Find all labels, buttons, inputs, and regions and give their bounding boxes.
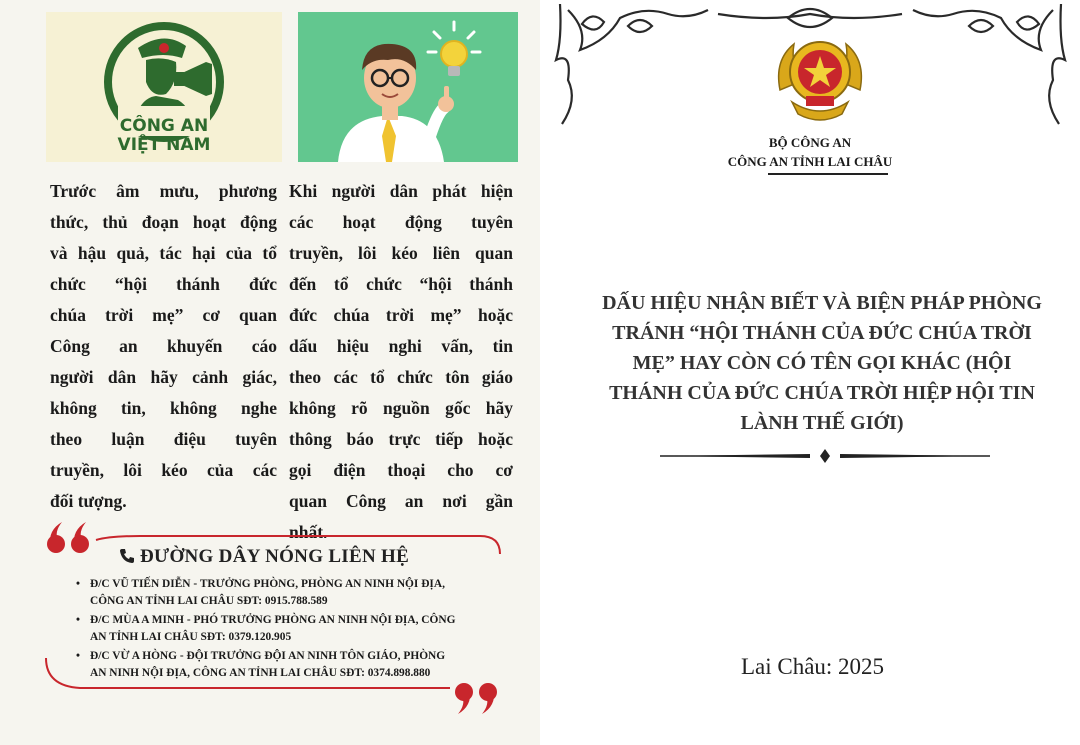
text-line: Công an khuyến cáo: [50, 336, 277, 356]
title-line: LÀNH THẾ GIỚI): [740, 412, 904, 434]
idea-cartoon-image: [298, 12, 518, 162]
text-line: và hậu quả, tác hại của tổ: [50, 243, 277, 263]
open-quote-icon: [47, 522, 89, 553]
header-underline: [768, 173, 888, 175]
police-logo-image: [46, 12, 282, 162]
contact-line: Đ/C MÙA A MINH - PHÓ TRƯỞNG PHÒNG AN NINH NỘI ĐỊA, CÔNG: [90, 614, 456, 626]
list-item: [74, 612, 504, 646]
title-line: DẤU HIỆU NHẬN BIẾT VÀ BIỆN PHÁP PHÒNG: [602, 292, 1042, 314]
list-item: [74, 576, 504, 610]
title-line: MẸ” HAY CÒN CÓ TÊN GỌI KHÁC (HỘI: [632, 352, 1012, 374]
text-line: đến tổ chức “hội thánh: [289, 274, 513, 294]
text-line: Khi người dân phát hiện: [289, 181, 513, 201]
text-line: theo các tổ chức tôn giáo: [289, 367, 513, 387]
text-line: quan Công an nơi gần: [289, 491, 513, 511]
text-line: thức, thủ đoạn hoạt động: [50, 212, 277, 232]
warning-text-column: [50, 176, 277, 517]
contact-line: Đ/C VŨ TIẾN DIỄN - TRƯỞNG PHÒNG, PHÒNG AN NINH NỘI ĐỊA,: [90, 578, 445, 590]
title-divider: [660, 448, 990, 462]
phone-icon: [118, 547, 136, 565]
text-line: thông báo trực tiếp hoặc: [289, 429, 513, 449]
ministry-name: BỘ CÔNG AN: [768, 135, 852, 150]
text-line: chức “hội thánh đức: [50, 274, 277, 294]
text-line: người dân hãy cảnh giác,: [50, 367, 277, 387]
idea-cartoon-graphic: [298, 12, 518, 162]
text-line: chúa trời mẹ” cơ quan: [50, 305, 277, 325]
bullet-icon: •: [76, 614, 80, 626]
text-line: nhất.: [289, 522, 328, 542]
action-text-column: [289, 176, 513, 548]
text-line: đối tượng.: [50, 491, 127, 511]
contact-line: AN NINH NỘI ĐỊA, CÔNG AN TỈNH LAI CHÂU SĐT: 0374.898.880: [90, 667, 431, 679]
text-line: các hoạt động tuyên: [289, 212, 513, 232]
text-line: đức chúa trời mẹ” hoặc: [289, 305, 513, 325]
bullet-icon: •: [76, 578, 80, 590]
text-line: dấu hiệu nghi vấn, tin: [289, 336, 513, 356]
police-emblem: [770, 30, 870, 124]
title-line: TRÁNH “HỘI THÁNH CỦA ĐỨC CHÚA TRỜI: [612, 322, 1032, 344]
logo-caption-line1: CÔNG AN: [119, 116, 209, 136]
contact-line: CÔNG AN TỈNH LAI CHÂU SĐT: 0915.788.589: [90, 595, 328, 607]
text-line: không rõ nguồn gốc hãy: [289, 398, 513, 418]
text-line: truyền, lôi kéo của các: [50, 460, 277, 480]
logo-caption-line2: VIỆT NAM: [117, 135, 211, 155]
place-date: Lai Châu: 2025: [740, 654, 885, 679]
contact-line: Đ/C VỪ A HÒNG - ĐỘI TRƯỞNG ĐỘI AN NINH TÔN GIÁO, PHÒNG: [90, 650, 446, 662]
text-line: gọi điện thoại cho cơ: [289, 460, 513, 480]
close-quote-icon: [455, 683, 497, 714]
list-item: [74, 648, 504, 682]
text-line: theo luận điệu tuyên: [50, 429, 277, 449]
text-line: truyền, lôi kéo liên quan: [289, 243, 513, 263]
text-line: không tin, không nghe: [50, 398, 277, 418]
bullet-icon: •: [76, 650, 80, 662]
document-title: [572, 288, 1072, 438]
contact-line: AN TỈNH LAI CHÂU SĐT: 0379.120.905: [90, 631, 292, 643]
title-line: THÁNH CỦA ĐỨC CHÚA TRỜI HIỆP HỘI TIN: [609, 382, 1035, 404]
hotline-contact-list: [74, 576, 504, 684]
hotline-title: ĐƯỜNG DÂY NÓNG LIÊN HỆ: [140, 546, 410, 567]
text-line: Trước âm mưu, phương: [50, 181, 277, 201]
province-police-name: CÔNG AN TỈNH LAI CHÂU: [727, 154, 893, 169]
